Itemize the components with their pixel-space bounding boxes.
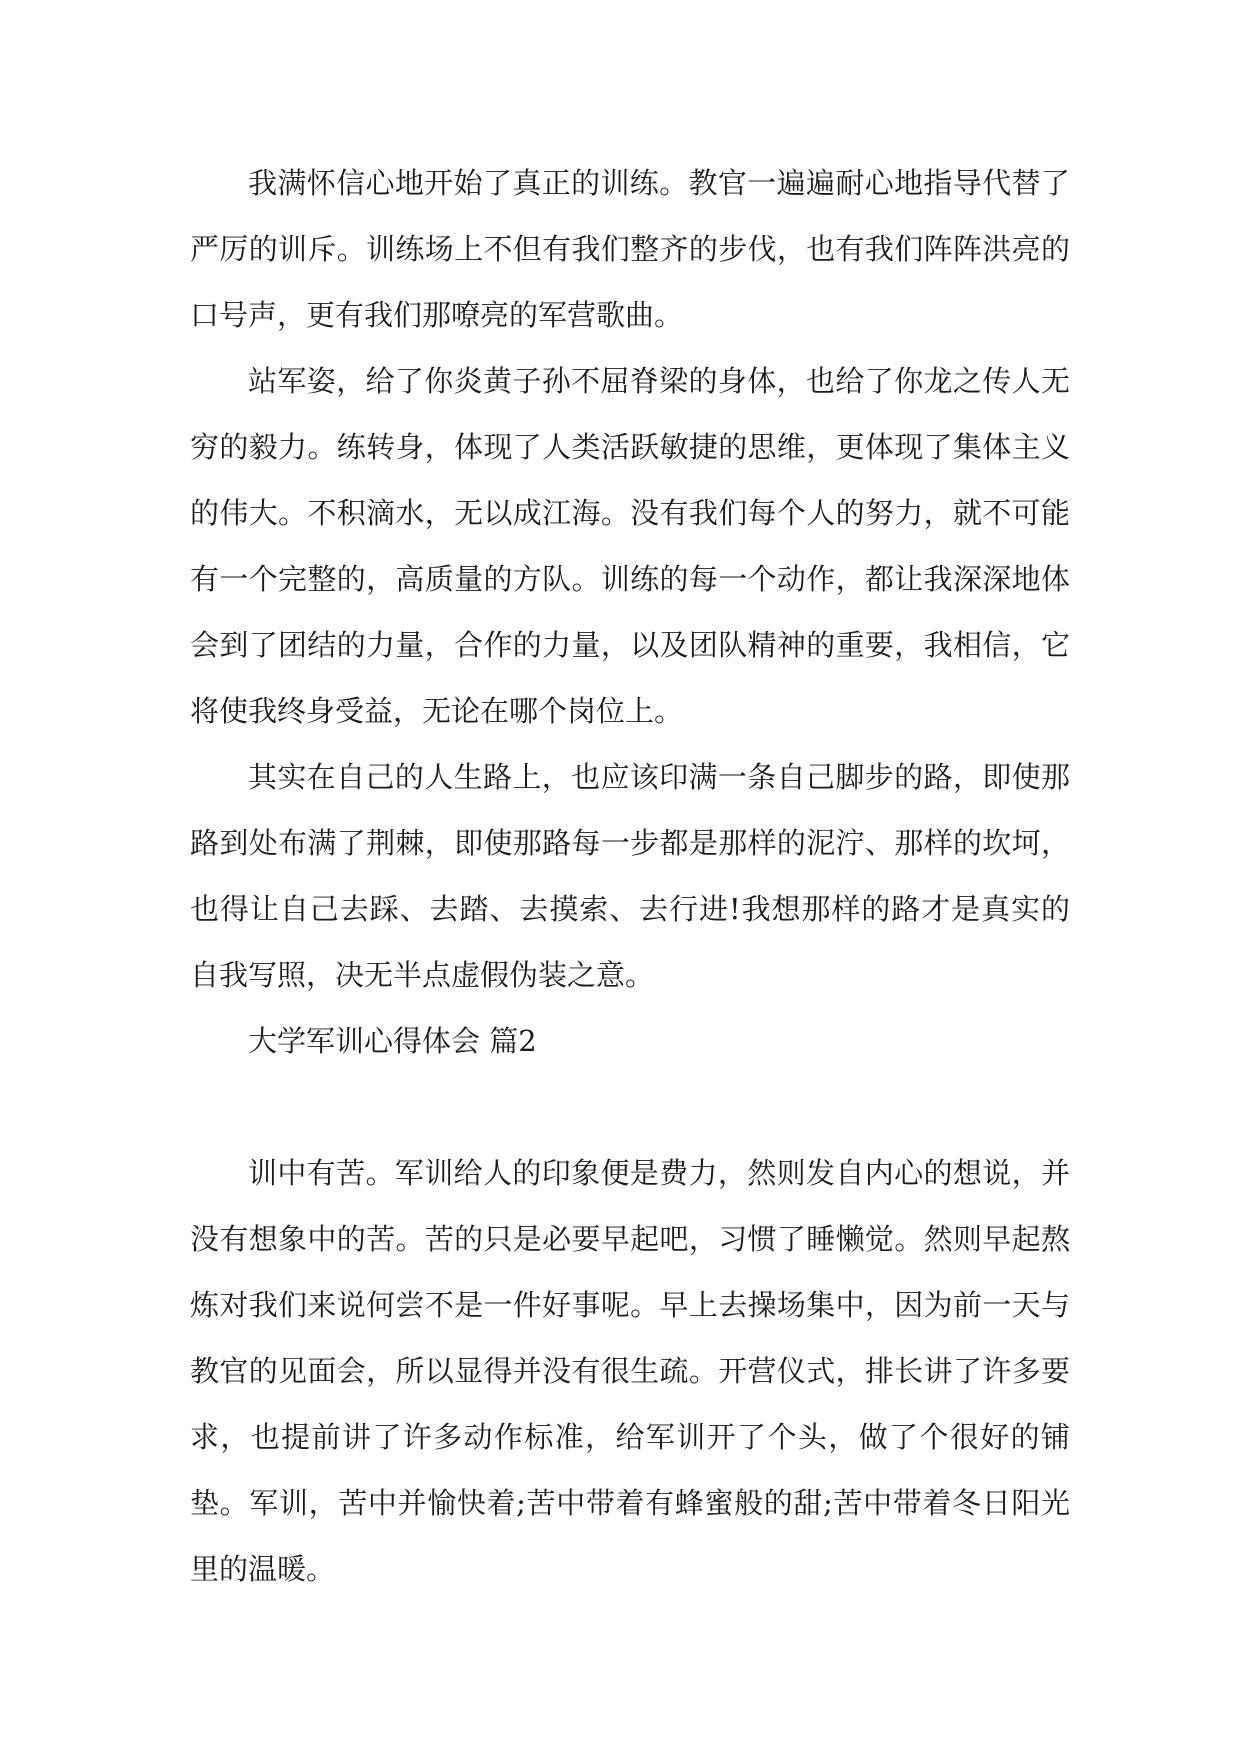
section-spacer xyxy=(190,1074,1070,1140)
paragraph-military-posture: 站军姿，给了你炎黄子孙不屈脊梁的身体，也给了你龙之传人无穷的毅力。练转身，体现了人类活跃敏捷的思维，更体现了集体主义的伟大。不积滴水，无以成江海。没有我们每个人的努力，就不可能有一个完整的，高质量的方队。训练的每一个动作，都让我深深地体会到了团结的力量，合作的力量，以及团队精神的重要，我相信，它将使我终身受益，无论在哪个岗位上。 xyxy=(190,364,1070,728)
paragraph-life-road: 其实在自己的人生路上，也应该印满一条自己脚步的路，即使那路到处布满了荆棘，即使那路每一步都是那样的泥泞、那样的坎坷，也得让自己去踩、去踏、去摸索、去行进!我想那样的路才是真实的自我写照，决无半点虚假伪装之意。 xyxy=(190,760,1070,992)
section-heading: 大学军训心得体会 篇2 xyxy=(248,1024,537,1058)
document-body xyxy=(190,150,1070,1602)
paragraph-training-start: 我满怀信心地开始了真正的训练。教官一遍遍耐心地指导代替了严厉的训斥。训练场上不但有我们整齐的步伐，也有我们阵阵洪亮的口号声，更有我们那嘹亮的军营歌曲。 xyxy=(190,166,1070,332)
paragraph-hardship: 训中有苦。军训给人的印象便是费力，然则发自内心的想说，并没有想象中的苦。苦的只是必要早起吧，习惯了睡懒觉。然则早起熬炼对我们来说何尝不是一件好事呢。早上去操场集中，因为前一天与教官的见面会，所以显得并没有很生疏。开营仪式，排长讲了许多要求，也提前讲了许多动作标准，给军训开了个头，做了个很好的铺垫。军训，苦中并愉快着;苦中带着有蜂蜜般的甜;苦中带着冬日阳光里的温暖。 xyxy=(190,1156,1070,1586)
